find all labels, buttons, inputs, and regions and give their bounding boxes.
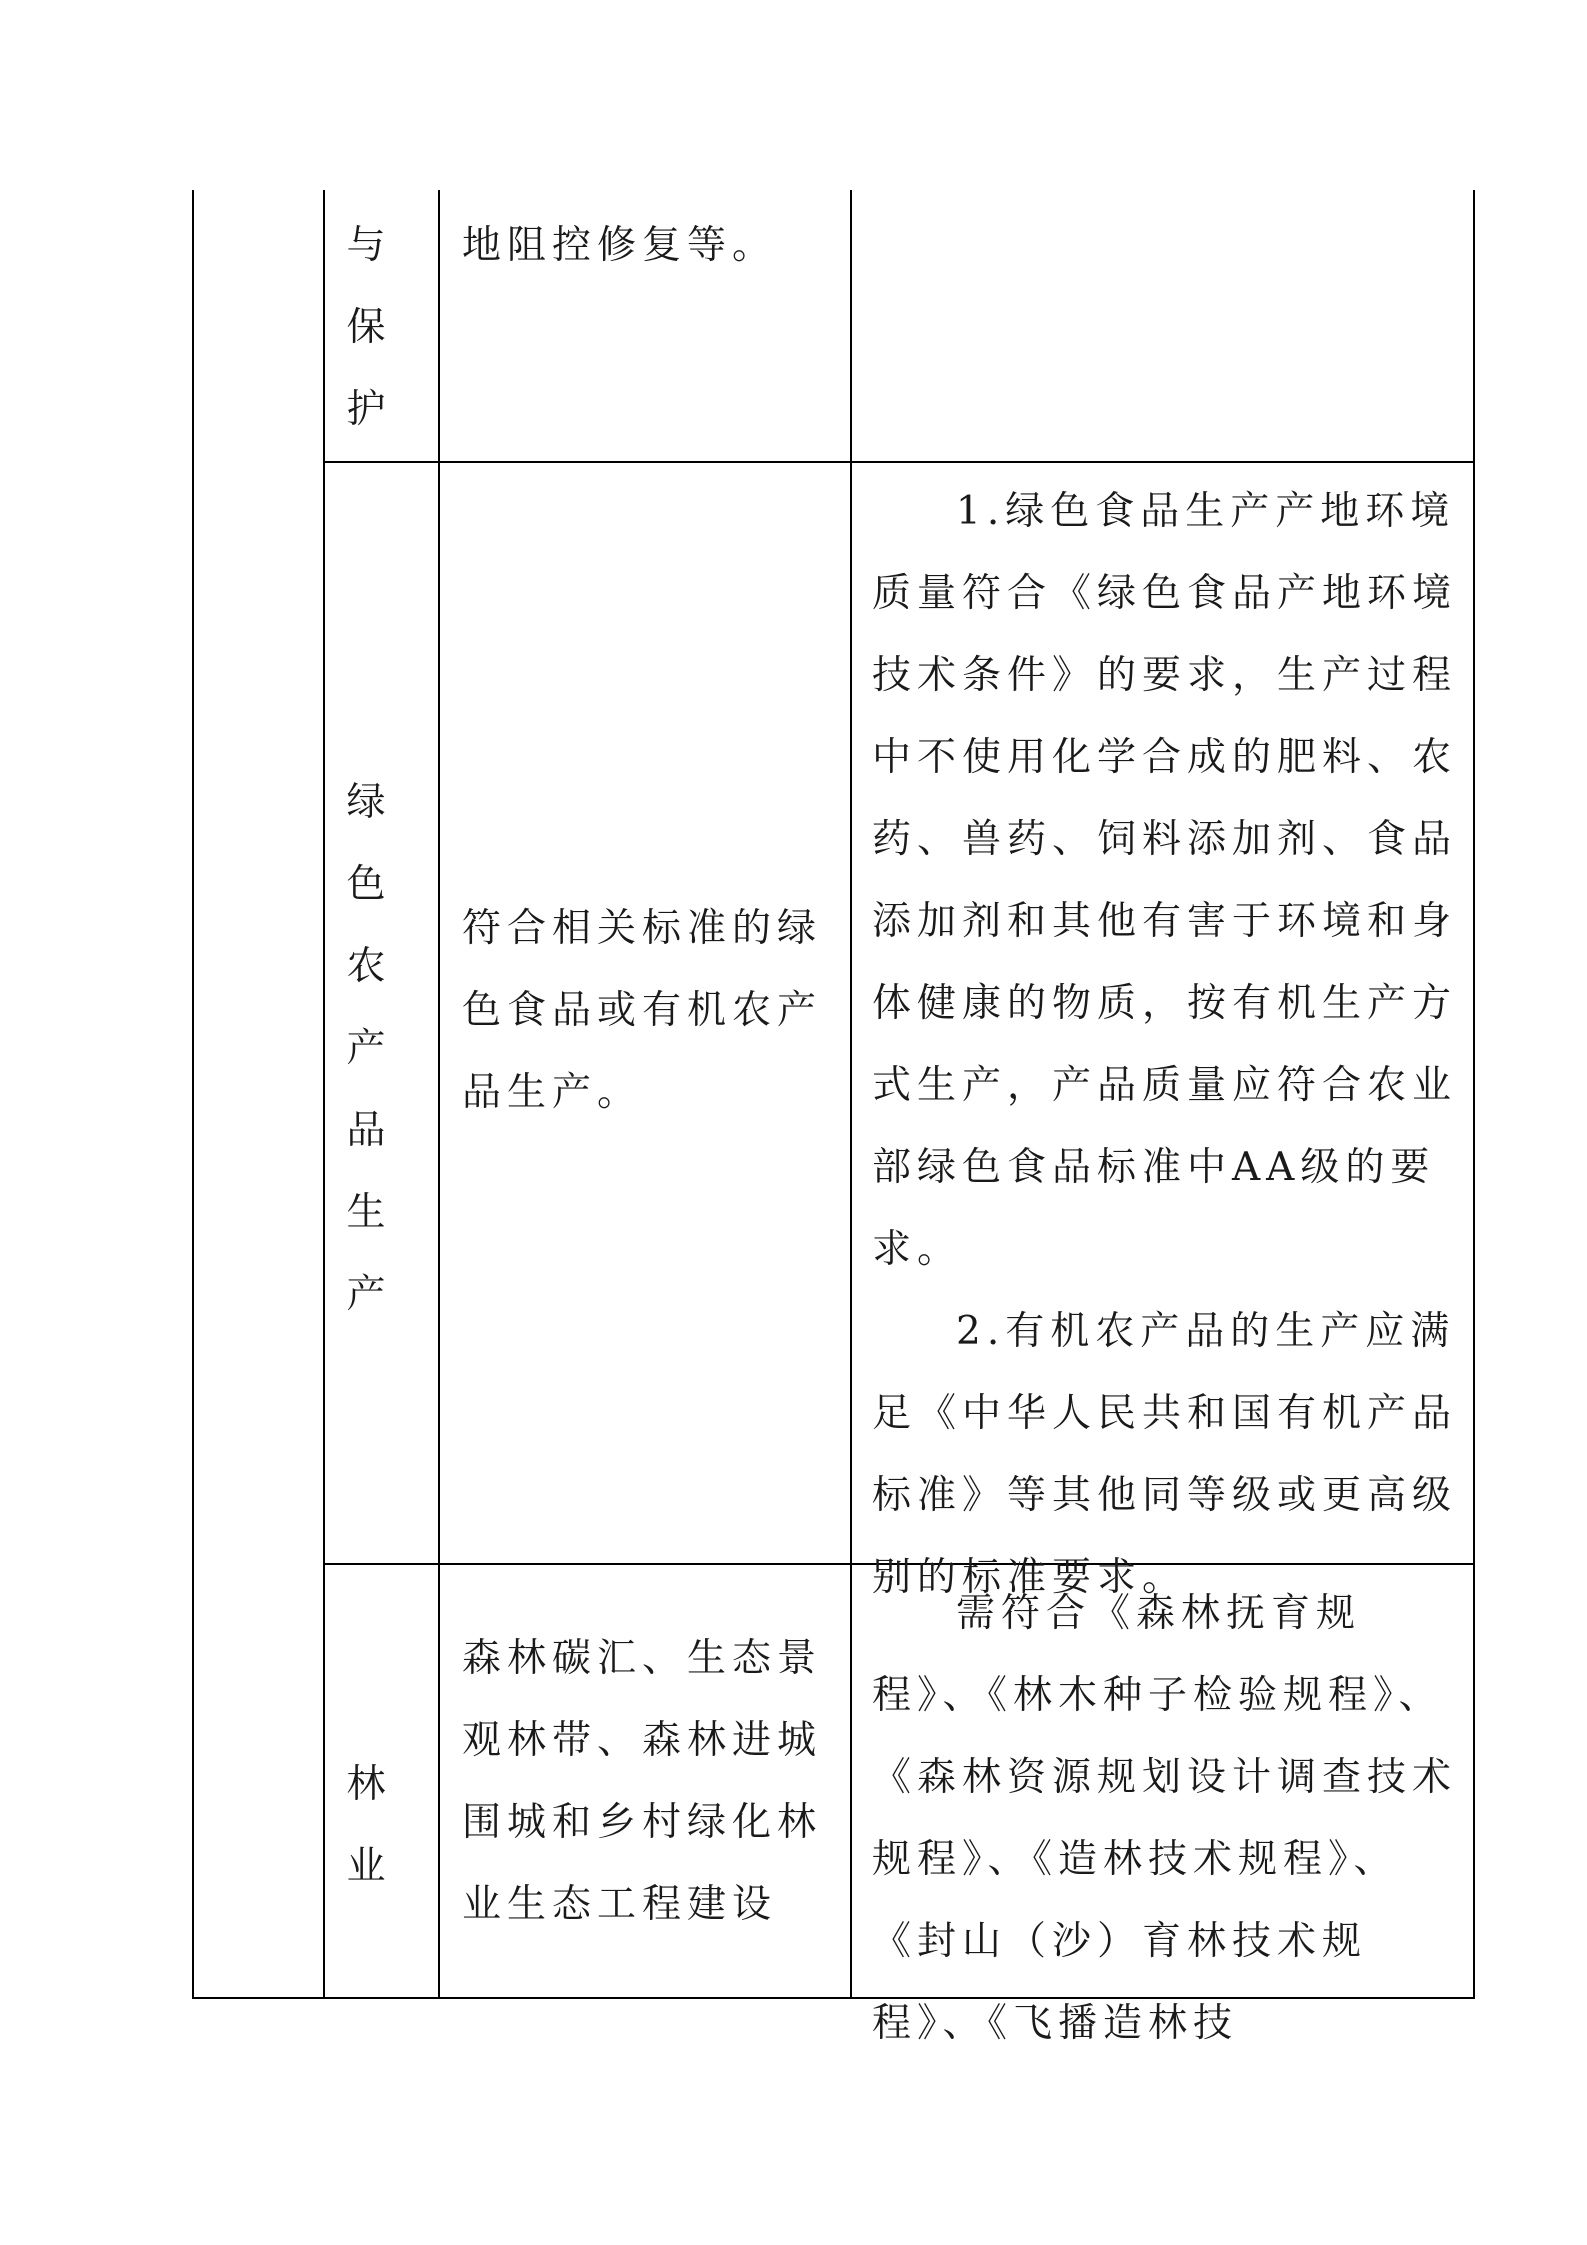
standard-cell-green-agri xyxy=(872,471,1462,1619)
category-cell-forestry xyxy=(336,1744,396,1908)
standard-paragraph: 需符合《森林抚育规程》、《林木种子检验规程》、《森林资源规划设计调查技术规程》、《造林技术规程》、《封山（沙）育林技术规程》、《飞播造林技 xyxy=(872,1591,1458,2046)
row-divider-1 xyxy=(323,461,1475,463)
category-char: 品 xyxy=(346,1108,386,1153)
category-char: 农 xyxy=(346,944,386,989)
category-char: 产 xyxy=(346,1026,386,1071)
category-char: 保 xyxy=(346,305,386,350)
table-border-left xyxy=(192,190,194,1999)
category-char: 与 xyxy=(346,223,386,268)
category-char: 业 xyxy=(346,1844,386,1889)
scope-cell-green-agri xyxy=(462,888,842,1134)
category-char: 绿 xyxy=(346,780,386,825)
scope-text: 森林碳汇、生态景观林带、森林进城围城和乡村绿化林业生态工程建设 xyxy=(462,1636,823,1927)
scope-cell-forestry xyxy=(462,1618,842,1946)
standard-paragraph: 2.有机农产品的生产应满足《中华人民共和国有机产品标准》等其他同等级或更高级别的标准要求。 xyxy=(872,1309,1458,1600)
category-cell-protection xyxy=(336,205,396,451)
category-char: 林 xyxy=(346,1762,386,1807)
category-char: 护 xyxy=(346,387,386,432)
category-cell-green-agri xyxy=(336,762,396,1336)
scope-text: 地阻控修复等。 xyxy=(462,223,778,268)
category-char: 生 xyxy=(346,1190,386,1235)
standard-paragraph: 1.绿色食品生产产地环境质量符合《绿色食品产地环境技术条件》的要求，生产过程中不使用化学合成的肥料、农药、兽药、饲料添加剂、食品添加剂和其他有害于环境和身体健康的物质，按有机生产方式生产，产品质量应符合农业部绿色食品标准中AA级的要求。 xyxy=(872,489,1458,1272)
standard-cell-forestry xyxy=(872,1573,1462,2046)
category-char: 产 xyxy=(346,1272,386,1317)
category-char: 色 xyxy=(346,862,386,907)
scope-cell-protection xyxy=(462,205,842,287)
scope-text: 符合相关标准的绿色食品或有机农产品生产。 xyxy=(462,906,823,1115)
